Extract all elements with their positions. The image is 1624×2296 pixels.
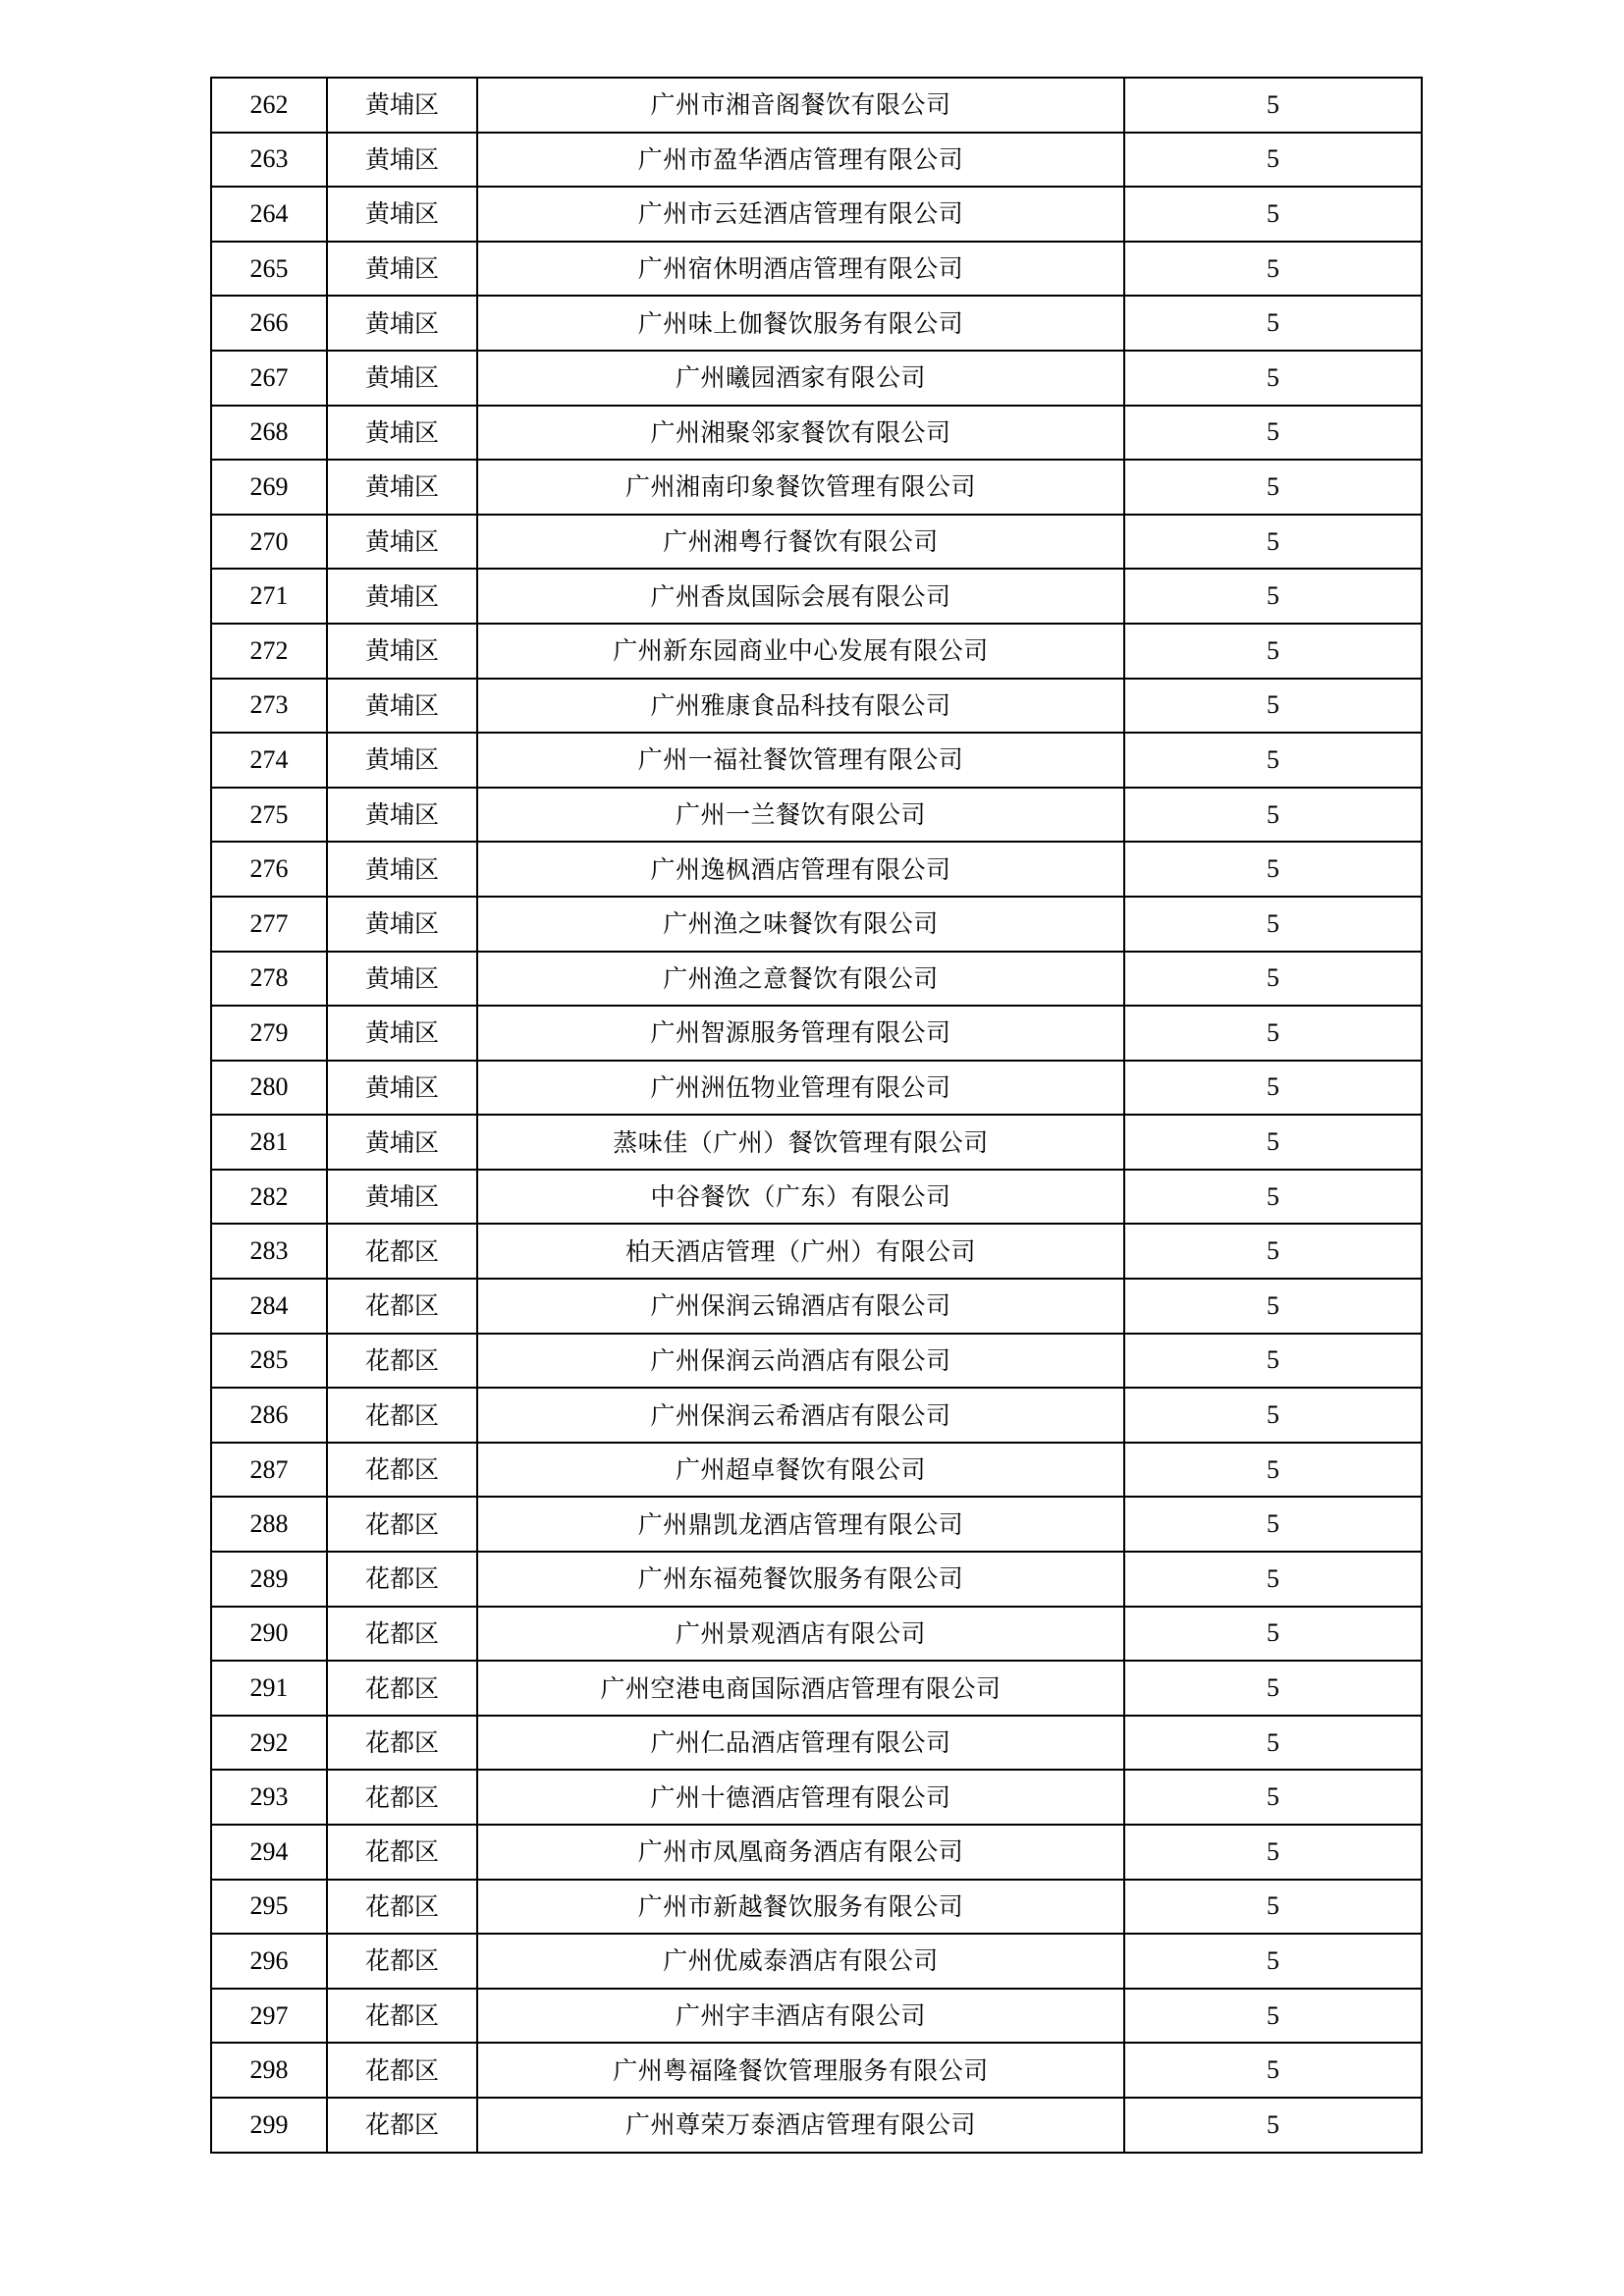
row-number-cell: 275: [211, 788, 327, 843]
table-row: [211, 679, 1422, 734]
district-cell: 黄埔区: [327, 897, 477, 952]
district-cell: 黄埔区: [327, 460, 477, 515]
score-cell: 5: [1124, 2043, 1422, 2098]
score-cell: 5: [1124, 1607, 1422, 1662]
district-cell: 黄埔区: [327, 952, 477, 1007]
company-name-cell: 广州宇丰酒店有限公司: [477, 1989, 1124, 2044]
row-number-cell: 298: [211, 2043, 327, 2098]
district-cell: 黄埔区: [327, 515, 477, 570]
score-cell: 5: [1124, 952, 1422, 1007]
table-row: [211, 1061, 1422, 1116]
row-number-cell: 276: [211, 842, 327, 897]
row-number-cell: 266: [211, 296, 327, 351]
company-name-cell: 广州渔之意餐饮有限公司: [477, 952, 1124, 1007]
score-cell: 5: [1124, 1006, 1422, 1061]
district-cell: 黄埔区: [327, 624, 477, 679]
row-number-cell: 267: [211, 351, 327, 406]
table-row: [211, 842, 1422, 897]
score-cell: 5: [1124, 897, 1422, 952]
row-number-cell: 289: [211, 1552, 327, 1607]
score-cell: 5: [1124, 406, 1422, 461]
table-row: [211, 1334, 1422, 1389]
row-number-cell: 285: [211, 1334, 327, 1389]
district-cell: 黄埔区: [327, 78, 477, 133]
company-name-cell: 柏天酒店管理（广州）有限公司: [477, 1224, 1124, 1279]
company-name-cell: 广州新东园商业中心发展有限公司: [477, 624, 1124, 679]
score-cell: 5: [1124, 296, 1422, 351]
score-cell: 5: [1124, 2098, 1422, 2153]
company-name-cell: 广州保润云锦酒店有限公司: [477, 1279, 1124, 1334]
score-cell: 5: [1124, 1224, 1422, 1279]
score-cell: 5: [1124, 1661, 1422, 1716]
table-row: [211, 1279, 1422, 1334]
district-cell: 花都区: [327, 1497, 477, 1552]
score-cell: 5: [1124, 1443, 1422, 1498]
district-cell: 花都区: [327, 1661, 477, 1716]
district-cell: 花都区: [327, 1934, 477, 1989]
row-number-cell: 270: [211, 515, 327, 570]
district-cell: 黄埔区: [327, 1006, 477, 1061]
company-name-cell: 广州保润云尚酒店有限公司: [477, 1334, 1124, 1389]
table-row: [211, 1443, 1422, 1498]
company-name-cell: 广州市湘音阁餐饮有限公司: [477, 78, 1124, 133]
row-number-cell: 299: [211, 2098, 327, 2153]
district-cell: 花都区: [327, 2098, 477, 2153]
company-name-cell: 广州景观酒店有限公司: [477, 1607, 1124, 1662]
table-row: [211, 1989, 1422, 2044]
row-number-cell: 288: [211, 1497, 327, 1552]
district-cell: 黄埔区: [327, 733, 477, 788]
district-cell: 花都区: [327, 1607, 477, 1662]
company-name-cell: 广州市凤凰商务酒店有限公司: [477, 1825, 1124, 1880]
company-name-cell: 广州曦园酒家有限公司: [477, 351, 1124, 406]
row-number-cell: 296: [211, 1934, 327, 1989]
score-cell: 5: [1124, 733, 1422, 788]
score-cell: 5: [1124, 569, 1422, 624]
table-row: [211, 296, 1422, 351]
table-row: [211, 1770, 1422, 1825]
district-cell: 黄埔区: [327, 1170, 477, 1225]
table-row: [211, 1716, 1422, 1771]
row-number-cell: 284: [211, 1279, 327, 1334]
district-cell: 花都区: [327, 1388, 477, 1443]
district-cell: 黄埔区: [327, 842, 477, 897]
company-name-cell: 广州优威泰酒店有限公司: [477, 1934, 1124, 1989]
company-name-cell: 蒸味佳（广州）餐饮管理有限公司: [477, 1115, 1124, 1170]
district-cell: 花都区: [327, 1880, 477, 1935]
district-cell: 黄埔区: [327, 679, 477, 734]
company-list-table: [210, 77, 1423, 2154]
table-row: [211, 1825, 1422, 1880]
score-cell: 5: [1124, 1388, 1422, 1443]
score-cell: 5: [1124, 351, 1422, 406]
row-number-cell: 278: [211, 952, 327, 1007]
district-cell: 黄埔区: [327, 351, 477, 406]
table-row: [211, 2043, 1422, 2098]
row-number-cell: 280: [211, 1061, 327, 1116]
score-cell: 5: [1124, 788, 1422, 843]
table-row: [211, 460, 1422, 515]
score-cell: 5: [1124, 1115, 1422, 1170]
row-number-cell: 274: [211, 733, 327, 788]
district-cell: 花都区: [327, 1716, 477, 1771]
row-number-cell: 281: [211, 1115, 327, 1170]
district-cell: 黄埔区: [327, 242, 477, 297]
table-row: [211, 242, 1422, 297]
district-cell: 花都区: [327, 2043, 477, 2098]
table-row: [211, 2098, 1422, 2153]
row-number-cell: 282: [211, 1170, 327, 1225]
row-number-cell: 279: [211, 1006, 327, 1061]
score-cell: 5: [1124, 1334, 1422, 1389]
district-cell: 黄埔区: [327, 296, 477, 351]
district-cell: 花都区: [327, 1989, 477, 2044]
score-cell: 5: [1124, 1061, 1422, 1116]
district-cell: 黄埔区: [327, 1115, 477, 1170]
row-number-cell: 262: [211, 78, 327, 133]
score-cell: 5: [1124, 624, 1422, 679]
company-name-cell: 广州一福社餐饮管理有限公司: [477, 733, 1124, 788]
score-cell: 5: [1124, 187, 1422, 242]
row-number-cell: 272: [211, 624, 327, 679]
district-cell: 花都区: [327, 1552, 477, 1607]
table-row: [211, 515, 1422, 570]
company-name-cell: 广州味上伽餐饮服务有限公司: [477, 296, 1124, 351]
district-cell: 花都区: [327, 1224, 477, 1279]
row-number-cell: 264: [211, 187, 327, 242]
row-number-cell: 269: [211, 460, 327, 515]
table-row: [211, 1934, 1422, 1989]
company-name-cell: 广州市云廷酒店管理有限公司: [477, 187, 1124, 242]
table-body: [211, 78, 1422, 2153]
company-name-cell: 广州湘粤行餐饮有限公司: [477, 515, 1124, 570]
score-cell: 5: [1124, 460, 1422, 515]
score-cell: 5: [1124, 1880, 1422, 1935]
row-number-cell: 273: [211, 679, 327, 734]
company-name-cell: 广州东福苑餐饮服务有限公司: [477, 1552, 1124, 1607]
district-cell: 黄埔区: [327, 569, 477, 624]
company-name-cell: 广州鼎凯龙酒店管理有限公司: [477, 1497, 1124, 1552]
company-name-cell: 广州保润云希酒店有限公司: [477, 1388, 1124, 1443]
table-row: [211, 351, 1422, 406]
district-cell: 花都区: [327, 1825, 477, 1880]
district-cell: 黄埔区: [327, 788, 477, 843]
row-number-cell: 294: [211, 1825, 327, 1880]
company-name-cell: 广州市盈华酒店管理有限公司: [477, 133, 1124, 188]
score-cell: 5: [1124, 1825, 1422, 1880]
row-number-cell: 295: [211, 1880, 327, 1935]
score-cell: 5: [1124, 842, 1422, 897]
company-name-cell: 广州逸枫酒店管理有限公司: [477, 842, 1124, 897]
district-cell: 黄埔区: [327, 406, 477, 461]
district-cell: 黄埔区: [327, 133, 477, 188]
table-row: [211, 733, 1422, 788]
company-name-cell: 广州空港电商国际酒店管理有限公司: [477, 1661, 1124, 1716]
table-row: [211, 133, 1422, 188]
table-row: [211, 187, 1422, 242]
score-cell: 5: [1124, 1989, 1422, 2044]
score-cell: 5: [1124, 1497, 1422, 1552]
company-name-cell: 广州洲伍物业管理有限公司: [477, 1061, 1124, 1116]
score-cell: 5: [1124, 78, 1422, 133]
district-cell: 花都区: [327, 1334, 477, 1389]
table-row: [211, 406, 1422, 461]
district-cell: 黄埔区: [327, 1061, 477, 1116]
company-name-cell: 广州宿休明酒店管理有限公司: [477, 242, 1124, 297]
company-name-cell: 广州十德酒店管理有限公司: [477, 1770, 1124, 1825]
table-row: [211, 1170, 1422, 1225]
score-cell: 5: [1124, 1934, 1422, 1989]
table-row: [211, 1607, 1422, 1662]
row-number-cell: 292: [211, 1716, 327, 1771]
table-row: [211, 1388, 1422, 1443]
company-name-cell: 广州粤福隆餐饮管理服务有限公司: [477, 2043, 1124, 2098]
table-row: [211, 1661, 1422, 1716]
company-name-cell: 广州仁品酒店管理有限公司: [477, 1716, 1124, 1771]
district-cell: 花都区: [327, 1443, 477, 1498]
company-name-cell: 广州超卓餐饮有限公司: [477, 1443, 1124, 1498]
table-row: [211, 624, 1422, 679]
row-number-cell: 283: [211, 1224, 327, 1279]
row-number-cell: 271: [211, 569, 327, 624]
row-number-cell: 265: [211, 242, 327, 297]
row-number-cell: 293: [211, 1770, 327, 1825]
company-name-cell: 广州一兰餐饮有限公司: [477, 788, 1124, 843]
row-number-cell: 286: [211, 1388, 327, 1443]
score-cell: 5: [1124, 1279, 1422, 1334]
row-number-cell: 290: [211, 1607, 327, 1662]
table-row: [211, 897, 1422, 952]
score-cell: 5: [1124, 1770, 1422, 1825]
company-name-cell: 中谷餐饮（广东）有限公司: [477, 1170, 1124, 1225]
score-cell: 5: [1124, 133, 1422, 188]
score-cell: 5: [1124, 1552, 1422, 1607]
row-number-cell: 268: [211, 406, 327, 461]
company-name-cell: 广州渔之味餐饮有限公司: [477, 897, 1124, 952]
company-name-cell: 广州香岚国际会展有限公司: [477, 569, 1124, 624]
company-name-cell: 广州雅康食品科技有限公司: [477, 679, 1124, 734]
district-cell: 黄埔区: [327, 187, 477, 242]
company-name-cell: 广州湘聚邻家餐饮有限公司: [477, 406, 1124, 461]
row-number-cell: 291: [211, 1661, 327, 1716]
row-number-cell: 297: [211, 1989, 327, 2044]
company-name-cell: 广州市新越餐饮服务有限公司: [477, 1880, 1124, 1935]
company-name-cell: 广州湘南印象餐饮管理有限公司: [477, 460, 1124, 515]
row-number-cell: 287: [211, 1443, 327, 1498]
table-row: [211, 788, 1422, 843]
score-cell: 5: [1124, 1716, 1422, 1771]
table-row: [211, 569, 1422, 624]
table-row: [211, 1552, 1422, 1607]
table-row: [211, 1497, 1422, 1552]
company-name-cell: 广州智源服务管理有限公司: [477, 1006, 1124, 1061]
score-cell: 5: [1124, 1170, 1422, 1225]
score-cell: 5: [1124, 679, 1422, 734]
score-cell: 5: [1124, 242, 1422, 297]
company-name-cell: 广州尊荣万泰酒店管理有限公司: [477, 2098, 1124, 2153]
table-row: [211, 952, 1422, 1007]
table-row: [211, 1115, 1422, 1170]
district-cell: 花都区: [327, 1770, 477, 1825]
table-row: [211, 1006, 1422, 1061]
score-cell: 5: [1124, 515, 1422, 570]
table-row: [211, 78, 1422, 133]
row-number-cell: 263: [211, 133, 327, 188]
district-cell: 花都区: [327, 1279, 477, 1334]
row-number-cell: 277: [211, 897, 327, 952]
table-row: [211, 1880, 1422, 1935]
table-row: [211, 1224, 1422, 1279]
